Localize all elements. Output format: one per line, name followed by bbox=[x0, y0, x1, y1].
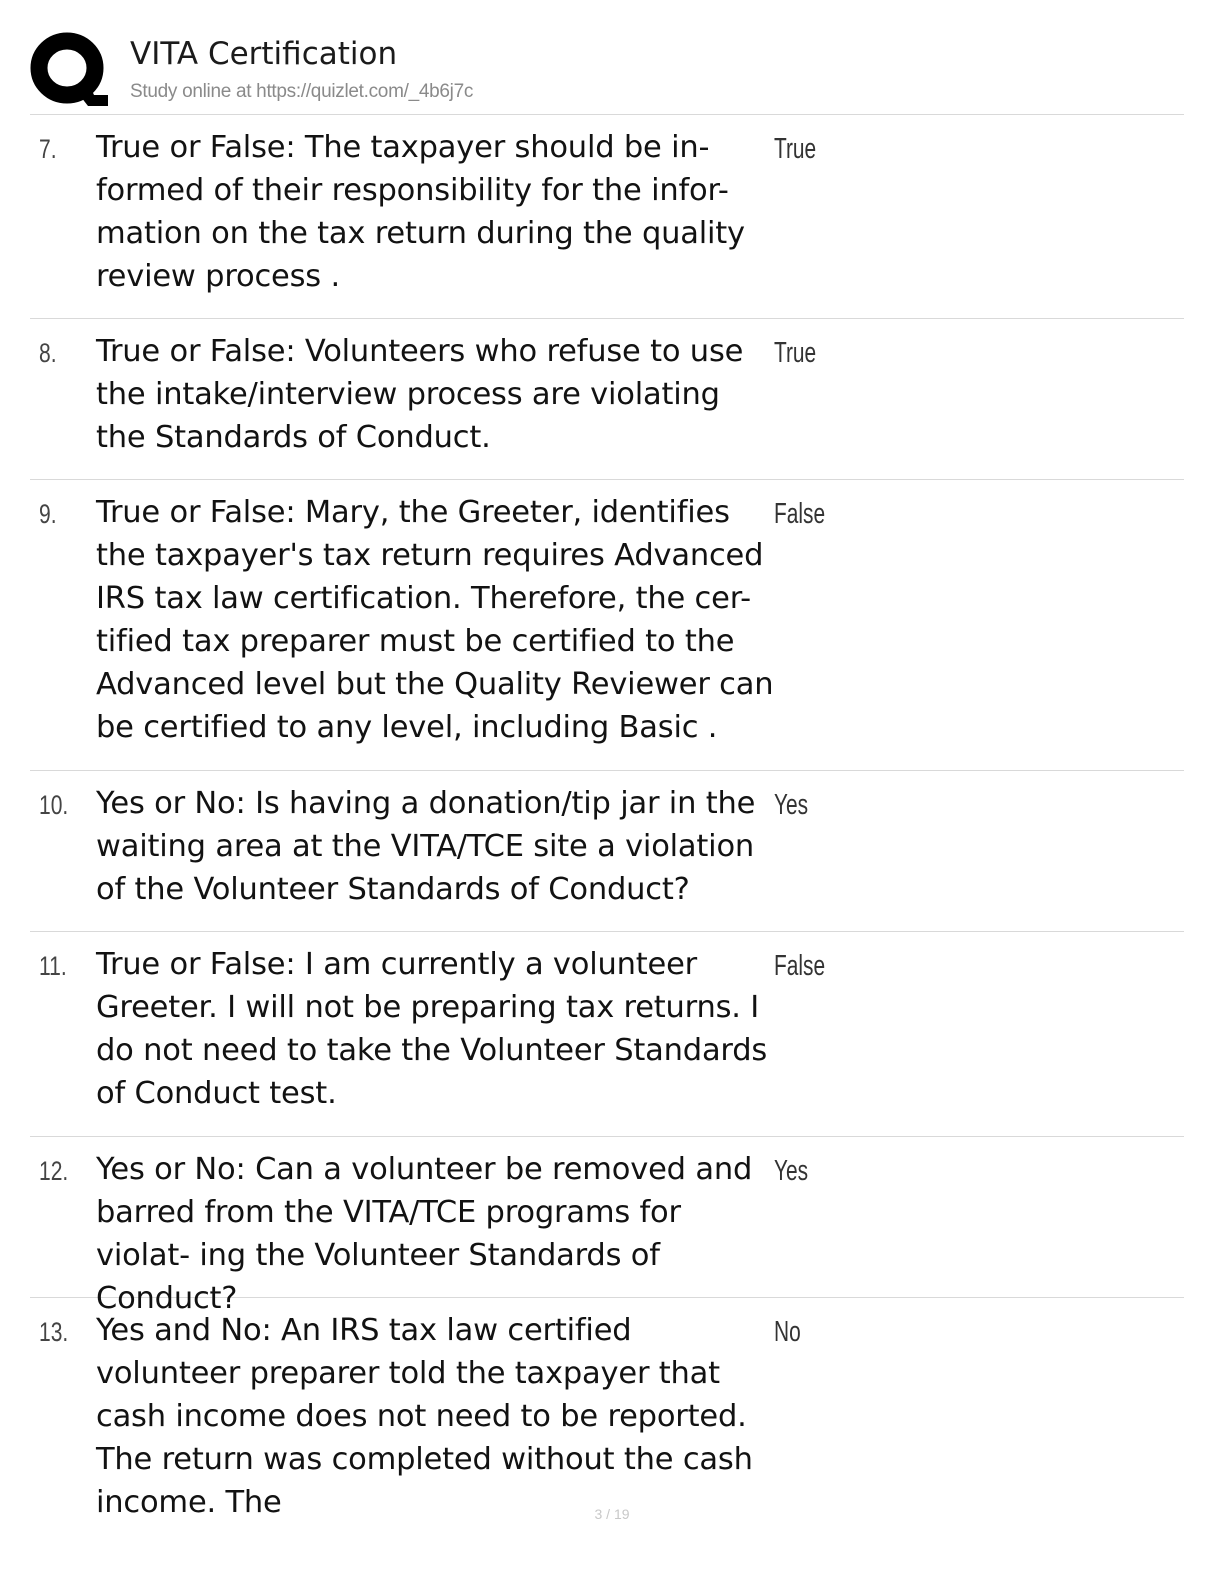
card-number: 9. bbox=[39, 499, 57, 529]
set-title: VITA Certification bbox=[130, 36, 398, 72]
card-answer: No bbox=[774, 1316, 801, 1348]
card-number: 11. bbox=[39, 951, 67, 981]
card-answer: True bbox=[774, 133, 817, 165]
card-question: True or False: Volunteers who refuse to use the intake/interview process are violating the Standards of Conduct. bbox=[96, 334, 744, 455]
card-answer: True bbox=[774, 337, 817, 369]
card-answer: Yes bbox=[774, 1155, 809, 1187]
card-number: 10. bbox=[39, 790, 69, 820]
card-number: 8. bbox=[39, 338, 57, 368]
flashcard-item bbox=[30, 1137, 1184, 1316]
card-question: True or False: Mary, the Greeter, identifies the taxpayer's tax return requires Advanced IRS tax law certification. Therefore, the cer- tified tax preparer must be certified to the Advanced level but the Quality Reviewer can be certified to any level, including Basic . bbox=[96, 495, 774, 745]
card-question: True or False: I am currently a volunteer Greeter. I will not be preparing tax returns. I do not need to take the Volunteer Standards of Conduct test. bbox=[96, 947, 768, 1111]
flashcard-item bbox=[30, 771, 1184, 932]
card-number: 13. bbox=[39, 1317, 69, 1347]
flashcard-item bbox=[30, 932, 1184, 1137]
study-online-link[interactable]: Study online at https://quizlet.com/_4b6j7c bbox=[130, 81, 474, 102]
card-question: Yes and No: An IRS tax law certified volunteer preparer told the taxpayer that cash income does not need to be reported. The return was completed without the cash income. The bbox=[96, 1313, 753, 1520]
quizlet-logo-icon bbox=[30, 32, 108, 108]
card-answer: Yes bbox=[774, 789, 809, 821]
flashcard-item bbox=[30, 319, 1184, 480]
page-header bbox=[30, 28, 1184, 115]
card-answer: False bbox=[774, 498, 826, 530]
card-number: 12. bbox=[39, 1156, 69, 1186]
page-number: 3 / 19 bbox=[594, 1506, 630, 1522]
card-question: True or False: The taxpayer should be in- formed of their responsibility for the infor- mation on the tax return during the quality review process . bbox=[96, 130, 745, 294]
card-answer: False bbox=[774, 950, 826, 982]
card-number: 7. bbox=[39, 134, 57, 164]
flashcard-item bbox=[30, 480, 1184, 771]
card-question: Yes or No: Can a volunteer be removed and barred from the VITA/TCE programs for violat- ing the Volunteer Standards of Conduct? bbox=[96, 1152, 753, 1316]
flashcard-item bbox=[30, 115, 1184, 319]
card-question: Yes or No: Is having a donation/tip jar in the waiting area at the VITA/TCE site a violation of the Volunteer Standards of Conduct? bbox=[96, 786, 756, 907]
